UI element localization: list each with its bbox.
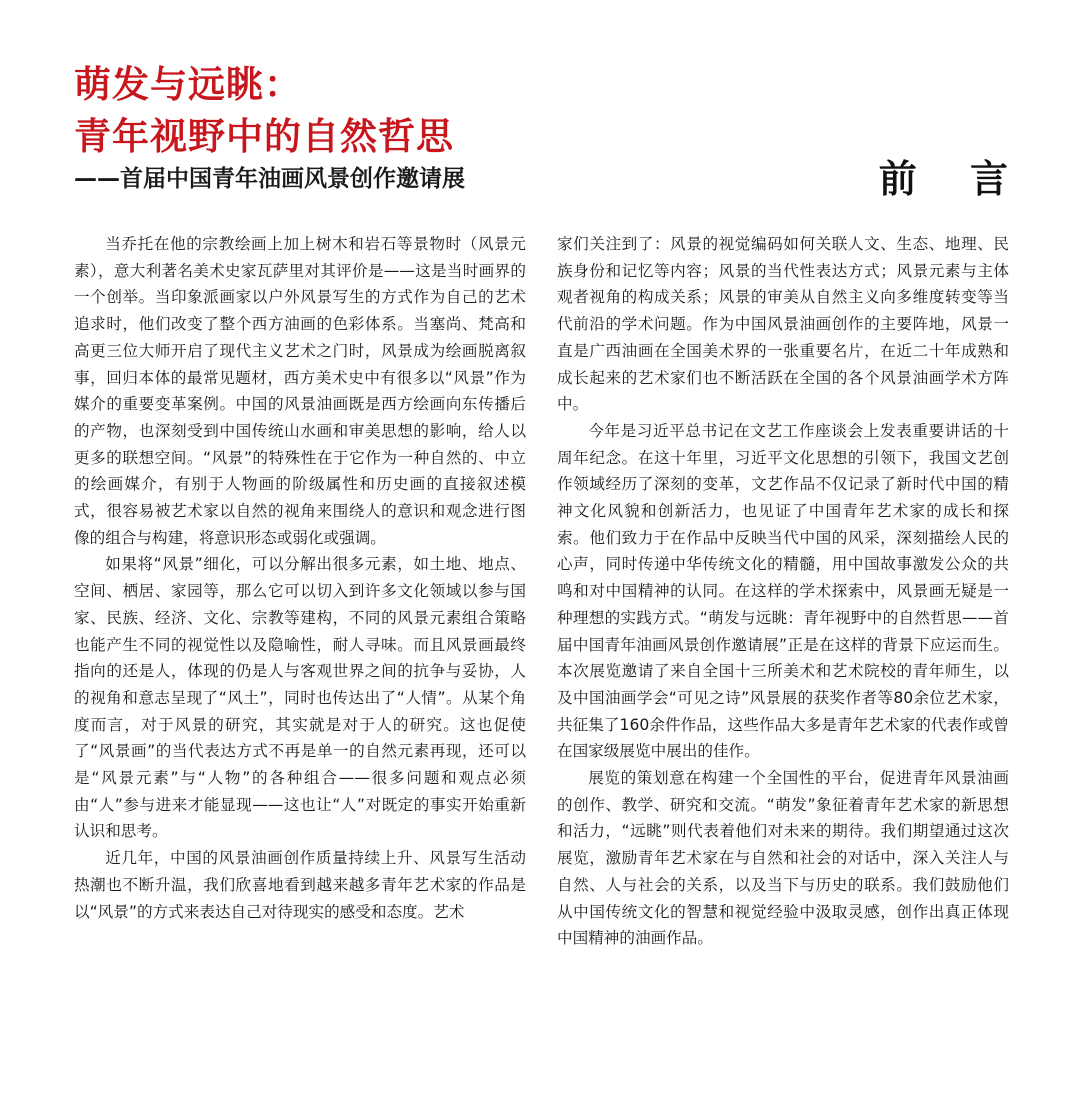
paragraph: 近几年，中国的风景油画创作质量持续上升、风景写生活动热潮也不断升温，我们欣喜地看到越来越多青年艺术家的作品是以“风景”的方式来表达自己对待现实的感受和态度。艺术 [74, 849, 526, 921]
exhibition-title-block [74, 58, 634, 194]
paragraph: 展览的策划意在构建一个全国性的平台，促进青年风景油画的创作、教学、研究和交流。“萌发”象征着青年艺术家的新思想和活力，“远眺”则代表着他们对未来的期待。我们期望通过这次展览，激励青年艺术家在与自然和社会的对话中，深入关注人与自然、人与社会的关系，以及当下与历史的联系。我们鼓励他们从中国传统文化的智慧和视觉经验中汲取灵感，创作出真正体现中国精神的油画作品。 [557, 769, 1009, 948]
preface-heading: 前 言 [878, 157, 1028, 201]
paragraph: 如果将“风景”细化，可以分解出很多元素，如土地、地点、空间、栖居、家园等，那么它可以切入到许多文化领域以参与国家、民族、经济、文化、宗教等建构，不同的风景元素组合策略也能产生不同的视觉性以及隐喻性，耐人寻味。而且风景画最终指向的还是人，体现的仍是人与客观世界之间的抗争与妥协，人的视角和意志呈现了“风土”，同时也传达出了“人情”。从某个角度而言，对于风景的研究，其实就是对于人的研究。这也促使了“风景画”的当代表达方式不再是单一的自然元素再现，还可以是“风景元素”与“人物”的各种组合——很多问题和观点必须由“人”参与进来才能显现——这也让“人”对既定的事实开始重新认识和思考。 [74, 555, 526, 841]
title-line-1: 萌发与远眺： [74, 62, 302, 106]
paragraph: 当乔托在他的宗教绘画上加上树木和岩石等景物时（风景元素），意大利著名美术史家瓦萨里对其评价是——这是当时画界的一个创举。当印象派画家以户外风景写生的方式作为自己的艺术追求时，他们改变了整个西方油画的色彩体系。当塞尚、梵高和高更三位大师开启了现代主义艺术之门时，风景成为绘画脱离叙事，回归本体的最常见题材，西方美术史中有很多以“风景”作为媒介的重要变革案例。中国的风景油画既是西方绘画向东传播后的产物，也深刻受到中国传统山水画和审美思想的影响，给人以更多的联想空间。“风景”的特殊性在于它作为一种自然的、中立的绘画媒介，有别于人物画的阶级属性和历史画的直接叙述模式，很容易被艺术家以自然的视角来围绕人的意识和观念进行图像的组合与构建，将意识形态或弱化或强调。 [74, 235, 526, 547]
paragraph-continued: 家们关注到了：风景的视觉编码如何关联人文、生态、地理、民族身份和记忆等内容；风景的当代性表达方式；风景元素与主体观者视角的构成关系；风景的审美从自然主义向多维度转变等当代前沿的学术问题。作为中国风景油画创作的主要阵地，风景一直是广西油画在全国美术界的一张重要名片，在近二十年成熟和成长起来的艺术家们也不断活跃在全国的各个风景油画学术方阵中。 [557, 235, 1009, 414]
text-column-left [74, 231, 526, 925]
title-line-2: 青年视野中的自然哲思 [74, 114, 454, 158]
exhibition-subtitle: ——首届中国青年油画风景创作邀请展 [74, 166, 465, 192]
text-column-right [557, 231, 1009, 952]
paragraph: 今年是习近平总书记在文艺工作座谈会上发表重要讲话的十周年纪念。在这十年里，习近平文化思想的引领下，我国文艺创作领域经历了深刻的变革，文艺作品不仅记录了新时代中国的精神文化风貌和创新活力，也见证了中国青年艺术家的成长和探索。他们致力于在作品中反映当代中国的风采，深刻描绘人民的心声，同时传递中华传统文化的精髓，用中国故事激发公众的共鸣和对中国精神的认同。在这样的学术探索中，风景画无疑是一种理想的实践方式。“萌发与远眺：青年视野中的自然哲思——首届中国青年油画风景创作邀请展”正是在这样的背景下应运而生。本次展览邀请了来自全国十三所美术和艺术院校的青年师生，以及中国油画学会“可见之诗”风景展的获奖作者等80余位艺术家，共征集了160余件作品，这些作品大多是青年艺术家的代表作或曾在国家级展览中展出的佳作。 [557, 421, 1009, 761]
